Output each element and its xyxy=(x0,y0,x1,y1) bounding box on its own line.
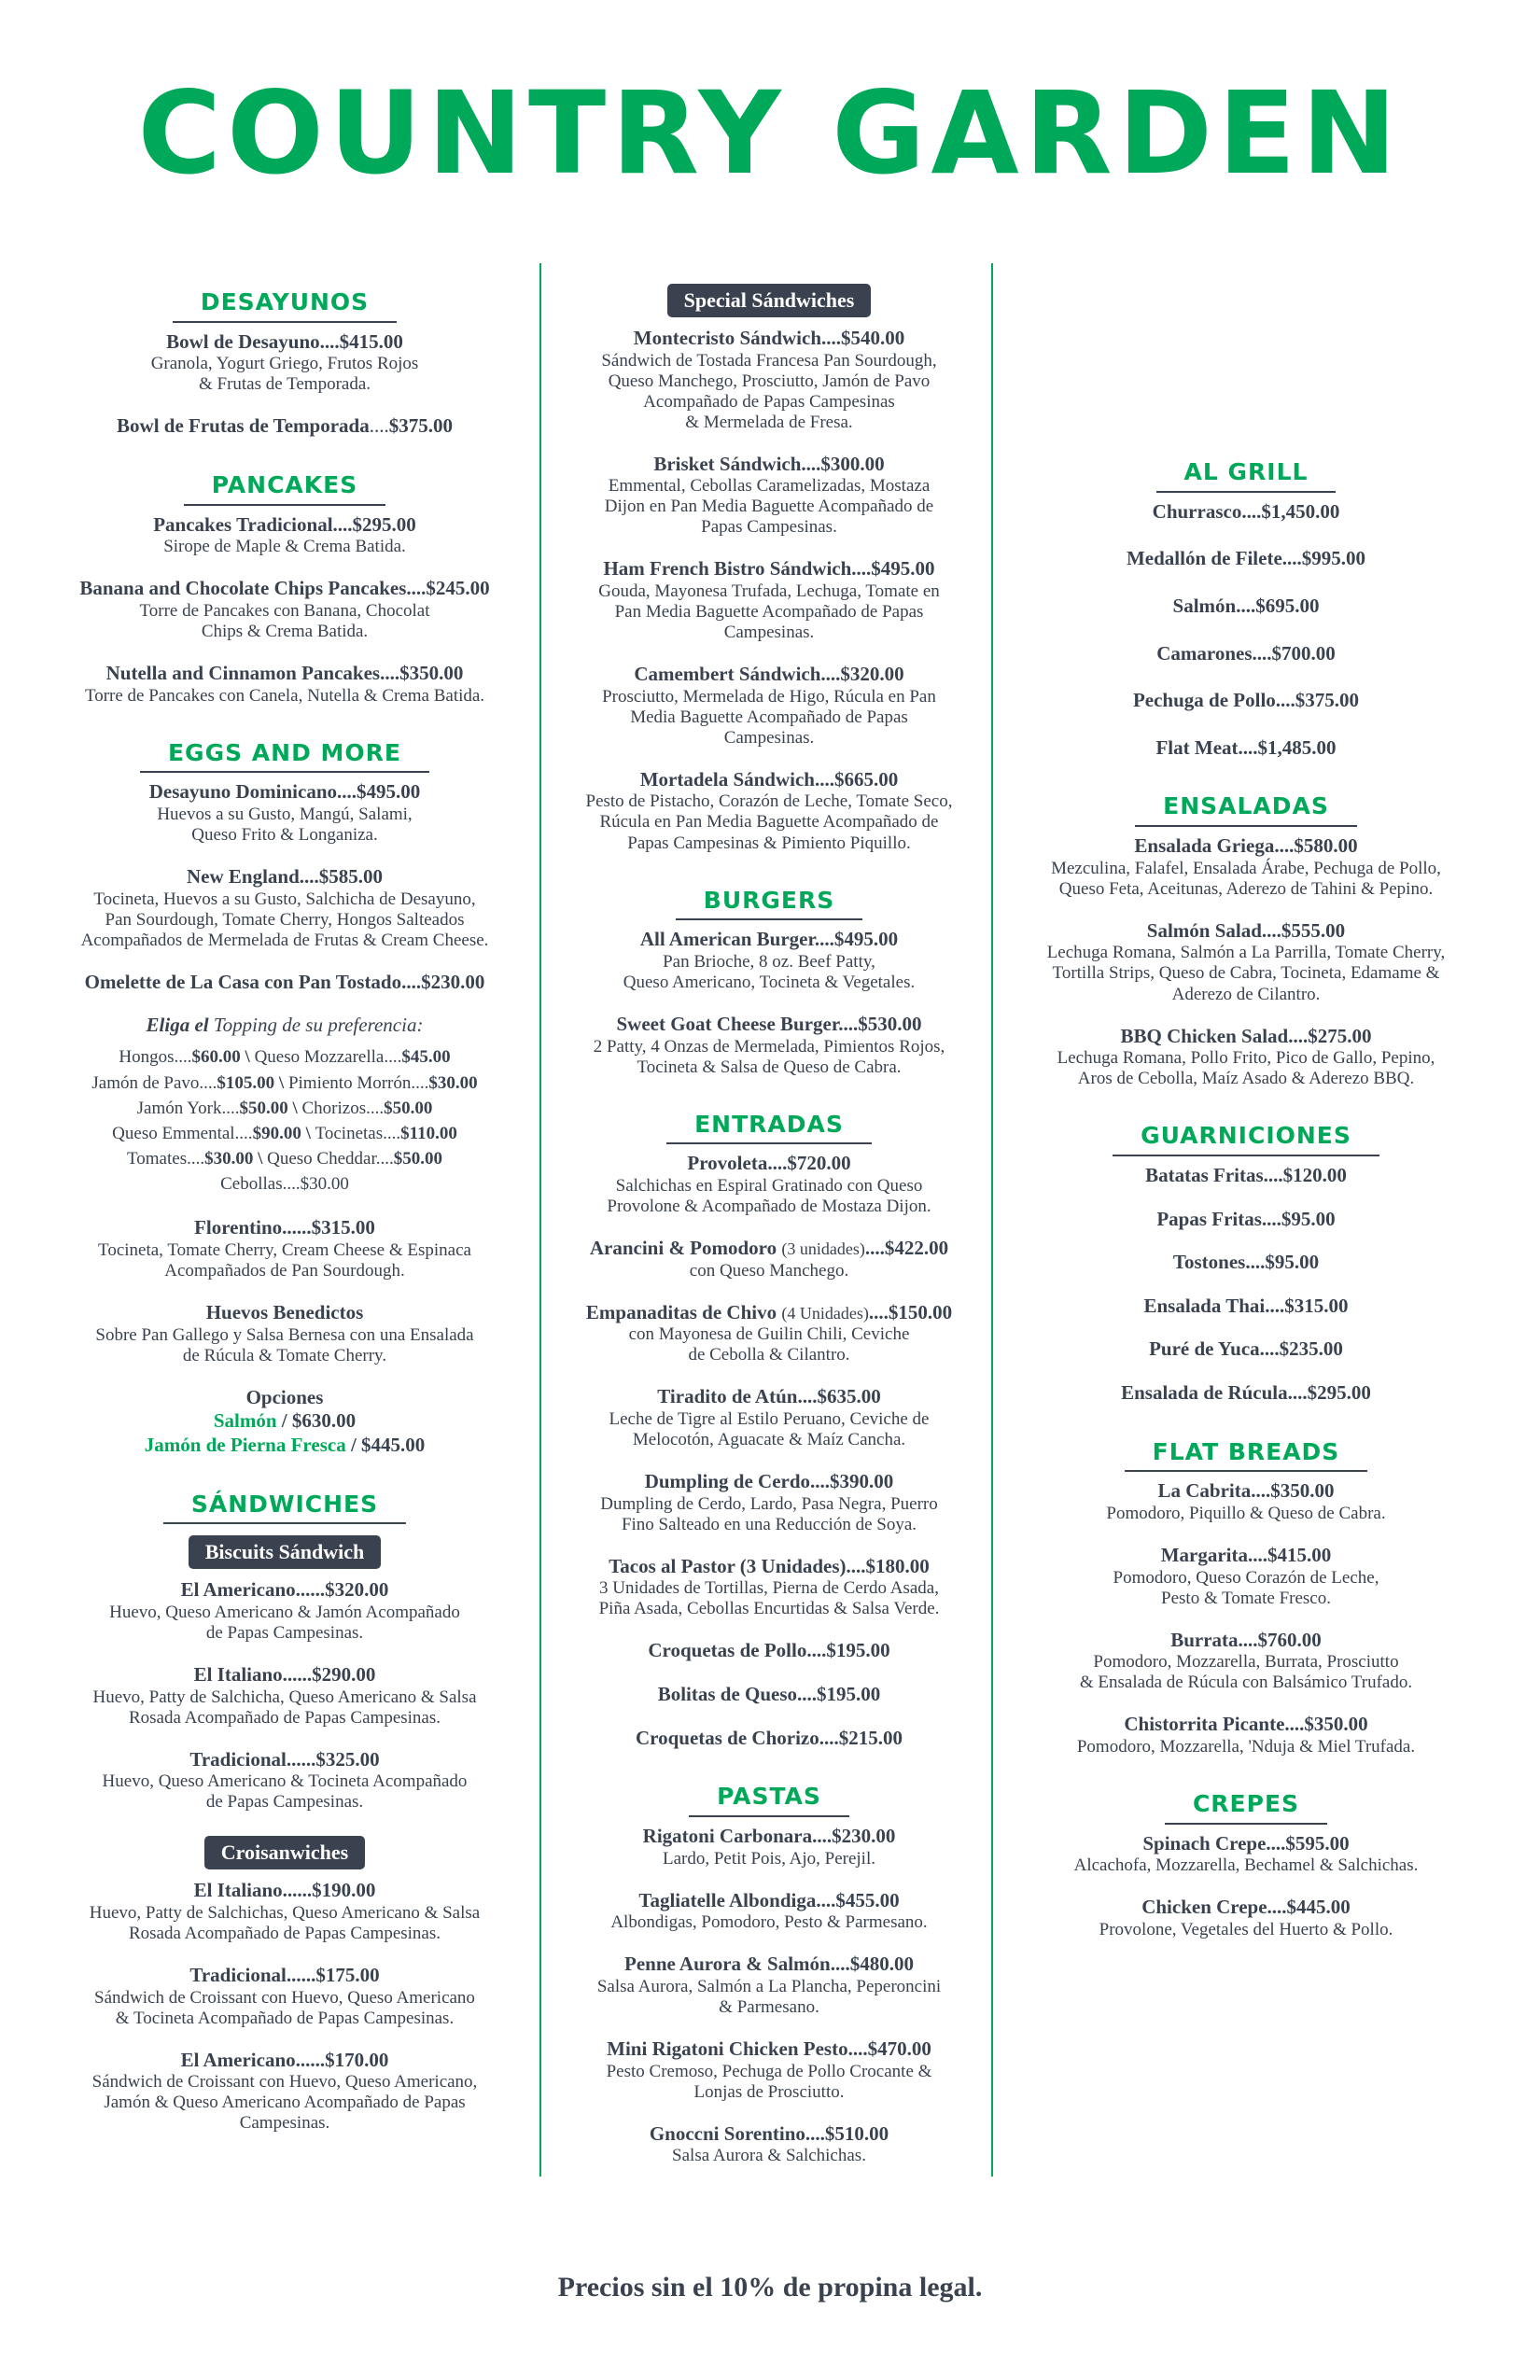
section-heading: ENTRADAS xyxy=(666,1112,872,1145)
item-description: Pesto de Pistacho, Corazón de Leche, Tomate Seco, Rúcula en Pan Media Baguette Acompañado de Papas Campesinas & Pimiento Piquillo. xyxy=(585,791,953,853)
menu-item xyxy=(1013,919,1479,1005)
menu-item xyxy=(560,1727,978,1751)
item-name: Tradicional......$175.00 xyxy=(189,1964,380,1987)
item-description: Emmental, Cebollas Caramelizadas, Mostaza Dijon en Pan Media Baguette Acompañado de Papas Campesinas. xyxy=(604,476,934,538)
item-description: Pomodoro, Piquillo & Queso de Cabra. xyxy=(1106,1503,1386,1523)
item-name: El Italiano......$190.00 xyxy=(193,1879,376,1902)
item-name: Tacos al Pastor (3 Unidades)....$180.00 xyxy=(609,1554,930,1577)
menu-item xyxy=(560,453,978,539)
item-name: New England....$585.00 xyxy=(186,865,384,889)
item-name: Nutella and Cinnamon Pancakes....$350.00 xyxy=(105,662,464,685)
menu-item xyxy=(1013,1896,1479,1940)
footer-note: Precios sin el 10% de propina legal. xyxy=(557,2272,983,2303)
column-divider-left xyxy=(539,263,541,2177)
item-name: Montecristo Sándwich....$540.00 xyxy=(633,327,905,349)
item-name: Ensalada Griega....$580.00 xyxy=(1134,834,1358,858)
menu-item xyxy=(560,1013,978,1078)
menu-item: Empanaditas de Chivo (4 Unidades)....$150.00 con Mayonesa de Guilin Chili, Ceviche de Cebolla & Cilantro. xyxy=(585,1300,953,1365)
item-name: Croquetas de Chorizo....$215.00 xyxy=(635,1726,903,1749)
menu-item xyxy=(1013,1025,1479,1090)
menu-item xyxy=(560,1470,978,1535)
item-name: Papas Fritas....$95.00 xyxy=(1156,1207,1336,1230)
menu-column-1 xyxy=(51,280,518,2158)
menu-item: Provoleta....$720.00 Salchichas en Espiral Gratinado con Queso Provolone & Acompañado de Mostaza Dijon. xyxy=(607,1152,931,1217)
menu-item xyxy=(560,663,978,749)
menu-item xyxy=(560,1555,978,1620)
item-name: Chicken Crepe....$445.00 xyxy=(1141,1896,1351,1919)
menu-item xyxy=(1013,736,1479,761)
item-description: Huevo, Patty de Salchicha, Queso Americano & Salsa Rosada Acompañado de Papas Campesinas. xyxy=(92,1687,477,1728)
item-name: Bowl de Desayuno....$415.00 xyxy=(166,329,403,353)
menu-item xyxy=(51,577,518,642)
menu-item xyxy=(51,780,518,846)
item-description: Torre de Pancakes con Banana, Chocolat Chips & Crema Batida. xyxy=(139,601,430,642)
section-flat-breads xyxy=(1013,1430,1479,1757)
item-description: 3 Unidades de Tortillas, Pierna de Cerdo Asada, Piña Asada, Cebollas Encurtidas & Salsa Verde. xyxy=(598,1578,940,1619)
item-name: Camembert Sándwich....$320.00 xyxy=(634,663,904,686)
section-heading: GUARNICIONES xyxy=(1113,1123,1379,1156)
item-description: Tocineta, Huevos a su Gusto, Salchicha de Desayuno, Pan Sourdough, Tomate Cherry, Hongos Salteados Acompañados de Mermelada de Frutas & Cream Cheese. xyxy=(80,889,489,950)
menu-item xyxy=(1013,1832,1479,1877)
menu-item xyxy=(51,1964,518,2029)
item-name: Camarones....$700.00 xyxy=(1156,641,1336,665)
item-name: Mortadela Sándwich....$665.00 xyxy=(639,767,899,791)
item-description: Lardo, Petit Pois, Ajo, Perejil. xyxy=(663,1848,875,1869)
item-description: Lechuga Romana, Pollo Frito, Pico de Gallo, Pepino, Aros de Cebolla, Maíz Asado & Aderezo BBQ. xyxy=(1057,1048,1435,1089)
item-description: Huevo, Patty de Salchichas, Queso Americano & Salsa Rosada Acompañado de Papas Campesinas. xyxy=(89,1902,481,1943)
menu-item xyxy=(1013,547,1479,571)
column-divider-right xyxy=(991,263,993,2177)
menu-item xyxy=(51,330,518,396)
menu-item xyxy=(51,513,518,558)
item-name: Puré de Yuca....$235.00 xyxy=(1149,1337,1343,1361)
menu-item xyxy=(560,928,978,993)
menu-item xyxy=(1013,500,1479,525)
item-description: Torre de Pancakes con Canela, Nutella & Crema Batida. xyxy=(84,685,485,706)
section-heading: FLAT BREADS xyxy=(1125,1439,1368,1473)
item-name: Churrasco....$1,450.00 xyxy=(1152,499,1340,523)
menu-item xyxy=(51,1663,518,1729)
section-heading: CREPES xyxy=(1165,1791,1327,1825)
topping-instructions: Eliga el Topping de su preferencia: xyxy=(146,1014,424,1037)
item-name: Chistorrita Picante....$350.00 xyxy=(1124,1713,1368,1736)
item-name: El Americano......$170.00 xyxy=(180,2048,389,2071)
menu-item xyxy=(1013,642,1479,666)
menu-item: Bowl de Frutas de Temporada....$375.00 xyxy=(117,414,453,438)
item-name: Sweet Goat Cheese Burger....$530.00 xyxy=(616,1012,922,1035)
item-name: Margarita....$415.00 xyxy=(1160,1544,1332,1566)
item-description: Sándwich de Croissant con Huevo, Queso Americano, Jamón & Queso Americano Acompañado de Papas Campesinas. xyxy=(91,2072,478,2134)
item-description: Provolone, Vegetales del Huerto & Pollo. xyxy=(1099,1919,1393,1939)
item-name: El Americano......$320.00 xyxy=(180,1578,389,1602)
section-heading: PASTAS xyxy=(689,1784,849,1817)
menu-item xyxy=(1013,834,1479,900)
item-name: Huevos Benedictos xyxy=(205,1301,364,1324)
menu-item xyxy=(1013,1164,1479,1188)
menu-item xyxy=(560,1639,978,1663)
item-name: Tostones....$95.00 xyxy=(1172,1251,1320,1274)
item-description: Tocineta, Tomate Cherry, Cream Cheese & Espinaca Acompañados de Pan Sourdough. xyxy=(98,1240,471,1281)
menu-item xyxy=(560,1683,978,1707)
item-name: All American Burger....$495.00 xyxy=(639,928,899,951)
menu-column-3 xyxy=(1013,280,1479,1965)
item-name: BBQ Chicken Salad....$275.00 xyxy=(1120,1024,1372,1047)
item-name: Gnoccni Sorentino....$510.00 xyxy=(649,2121,889,2145)
item-description: Sándwich de Tostada Francesa Pan Sourdough, Queso Manchego, Prosciutto, Jamón de Pavo Acompañado de Papas Campesinas & Mermelada de Fresa. xyxy=(601,350,937,432)
section-heading: EGGS AND MORE xyxy=(140,740,429,774)
item-name: Salmón....$695.00 xyxy=(1172,594,1320,617)
item-name: Tiradito de Atún....$635.00 xyxy=(657,1385,881,1408)
menu-item xyxy=(560,1953,978,2018)
item-name: El Italiano......$290.00 xyxy=(193,1663,376,1686)
item-description: Pomodoro, Mozzarella, 'Nduja & Miel Trufada. xyxy=(1076,1736,1416,1757)
section-desayunos xyxy=(51,280,518,439)
menu-item xyxy=(1013,595,1479,619)
item-description: Prosciutto, Mermelada de Higo, Rúcula en Pan Media Baguette Acompañado de Papas Campesinas. xyxy=(602,686,936,748)
item-name: Desayuno Dominicano....$495.00 xyxy=(148,780,421,804)
restaurant-title: COUNTRY GARDEN xyxy=(137,67,1403,200)
item-name: Florentino......$315.00 xyxy=(194,1216,375,1239)
section-pancakes xyxy=(51,463,518,707)
section-burgers xyxy=(560,878,978,1078)
opciones-block: Opciones Salmón / $630.00 Jamón de Pierna Fresca / $445.00 xyxy=(144,1385,426,1456)
item-name: Pechuga de Pollo....$375.00 xyxy=(1132,689,1360,712)
menu-item xyxy=(1013,1713,1479,1757)
item-name: Bolitas de Queso....$195.00 xyxy=(657,1683,881,1705)
menu-item xyxy=(1013,1381,1479,1406)
menu-item xyxy=(1013,1479,1479,1524)
item-name: Ham French Bistro Sándwich....$495.00 xyxy=(603,557,935,581)
item-name: Tradicional......$325.00 xyxy=(189,1747,380,1771)
menu-item xyxy=(1013,689,1479,713)
menu-item xyxy=(560,768,978,854)
item-description: Dumpling de Cerdo, Lardo, Pasa Negra, Puerro Fino Salteado en una Reducción de Soya. xyxy=(600,1493,938,1534)
item-name: Flat Meat....$1,485.00 xyxy=(1155,735,1337,759)
item-name: Ensalada de Rúcula....$295.00 xyxy=(1121,1381,1371,1404)
menu-item xyxy=(51,1879,518,1944)
item-description: Salsa Aurora, Salmón a La Plancha, Peperoncini & Parmesano. xyxy=(596,1976,942,2017)
item-description: Pesto Cremoso, Pechuga de Pollo Crocante & Lonjas de Prosciutto. xyxy=(606,2061,932,2102)
item-name: Batatas Fritas....$120.00 xyxy=(1145,1163,1347,1186)
menu-item xyxy=(560,1889,978,1934)
item-description: Lechuga Romana, Salmón a La Parrilla, Tomate Cherry, Tortilla Strips, Queso de Cabra, Tocineta, Edamame & Aderezo de Cilantro. xyxy=(1046,943,1446,1004)
menu-item xyxy=(51,662,518,707)
menu-item xyxy=(51,1301,518,1366)
item-description: 2 Patty, 4 Onzas de Mermelada, Pimientos Rojos, Tocineta & Salsa de Queso de Cabra. xyxy=(593,1036,945,1077)
item-name: La Cabrita....$350.00 xyxy=(1157,1479,1335,1503)
item-name: Brisket Sándwich....$300.00 xyxy=(653,452,885,475)
item-description: Mezculina, Falafel, Ensalada Árabe, Pechuga de Pollo, Queso Feta, Aceitunas, Aderezo de Tahini & Pepino. xyxy=(1051,858,1441,899)
menu-item xyxy=(1013,1337,1479,1362)
item-name: Mini Rigatoni Chicken Pesto....$470.00 xyxy=(607,2037,931,2060)
section-heading: BURGERS xyxy=(676,888,862,921)
item-name: Penne Aurora & Salmón....$480.00 xyxy=(624,1953,914,1976)
item-name: Tagliatelle Albondiga....$455.00 xyxy=(638,1888,900,1911)
item-description: Huevos a su Gusto, Mangú, Salami, Queso Frito & Longaniza. xyxy=(157,805,413,846)
item-description: Leche de Tigre al Estilo Peruano, Ceviche de Melocotón, Aguacate & Maíz Cancha. xyxy=(609,1408,930,1450)
section-ensaladas xyxy=(1013,784,1479,1089)
item-description: Pan Brioche, 8 oz. Beef Patty, Queso Americano, Tocineta & Vegetales. xyxy=(623,951,916,992)
menu-item xyxy=(1013,1295,1479,1319)
section-heading: PANCAKES xyxy=(184,472,385,506)
section-pastas xyxy=(560,1774,978,2166)
menu-item xyxy=(560,327,978,433)
subsection-label-special: Special Sándwiches xyxy=(667,284,872,317)
item-name: Croquetas de Pollo....$195.00 xyxy=(648,1639,890,1662)
menu-item xyxy=(560,557,978,643)
item-name: Omelette de La Casa con Pan Tostado....$230.00 xyxy=(84,970,485,993)
item-name: Banana and Chocolate Chips Pancakes....$245.00 xyxy=(79,577,490,600)
item-description: Gouda, Mayonesa Trufada, Lechuga, Tomate en Pan Media Baguette Acompañado de Papas Campesinas. xyxy=(598,581,940,643)
menu-item xyxy=(560,1825,978,1869)
item-description: Pomodoro, Queso Corazón de Leche, Pesto & Tomate Fresco. xyxy=(1113,1567,1379,1608)
item-name: Medallón de Filete....$995.00 xyxy=(1126,547,1366,570)
item-description: Sobre Pan Gallego y Salsa Bernesa con una Ensalada de Rúcula & Tomate Cherry. xyxy=(95,1324,474,1365)
menu-item xyxy=(51,865,518,951)
item-name: Spinach Crepe....$595.00 xyxy=(1142,1831,1350,1855)
section-sandwiches xyxy=(51,1482,518,2135)
menu-item xyxy=(1013,1208,1479,1232)
menu-item xyxy=(1013,1544,1479,1609)
menu-item xyxy=(51,1748,518,1813)
section-guarniciones xyxy=(1013,1113,1479,1405)
menu-item xyxy=(51,2049,518,2135)
item-name: Salmón Salad....$555.00 xyxy=(1146,918,1346,942)
item-name: Ensalada Thai....$315.00 xyxy=(1143,1294,1349,1317)
section-heading: SÁNDWICHES xyxy=(163,1491,406,1525)
topping-list: Hongos....$60.00 \ Queso Mozzarella....$45.00 Jamón de Pavo....$105.00 \ Pimiento Morrón....$30.00 Jamón York....$50.00 \ Chorizos....$50.00 Queso Emmental....$90.00 \ Tocinetas....$110.00 Tomates....$30.00 \ Queso Cheddar....$50.00 Cebollas....$30.00 xyxy=(91,1047,478,1195)
menu-item xyxy=(560,2037,978,2103)
section-entradas xyxy=(560,1102,978,1751)
item-name: Rigatoni Carbonara....$230.00 xyxy=(642,1824,896,1847)
section-al-grill xyxy=(1013,450,1479,760)
item-description: Sirope de Maple & Crema Batida. xyxy=(163,537,406,557)
item-description: Pomodoro, Mozzarella, Burrata, Prosciutto & Ensalada de Rúcula con Balsámico Trufado. xyxy=(1079,1652,1413,1693)
section-special-sandwiches xyxy=(560,280,978,854)
section-heading: AL GRILL xyxy=(1156,459,1337,493)
menu-item xyxy=(51,1216,518,1281)
item-description: Alcachofa, Mozzarella, Bechamel & Salchichas. xyxy=(1073,1855,1419,1876)
item-description: Granola, Yogurt Griego, Frutos Rojos & Frutas de Temporada. xyxy=(150,354,419,395)
menu-item xyxy=(1013,1629,1479,1694)
item-description: Sándwich de Croissant con Huevo, Queso Americano & Tocineta Acompañado de Papas Campesinas. xyxy=(94,1987,475,2028)
section-crepes xyxy=(1013,1782,1479,1940)
menu-item xyxy=(560,2122,978,2167)
menu-column-2 xyxy=(560,280,978,2191)
section-eggs-and-more xyxy=(51,731,518,1458)
item-description: Albondigas, Pomodoro, Pesto & Parmesano. xyxy=(610,1912,928,1933)
section-heading: DESAYUNOS xyxy=(173,289,397,323)
subsection-label-croisanwiches: Croisanwiches xyxy=(204,1836,366,1869)
section-heading: ENSALADAS xyxy=(1135,793,1357,827)
menu-item xyxy=(51,1578,518,1644)
menu-item xyxy=(1013,1251,1479,1275)
item-description: Salsa Aurora & Salchichas. xyxy=(672,2146,866,2166)
item-description: Huevo, Queso Americano & Tocineta Acompañado de Papas Campesinas. xyxy=(102,1771,468,1813)
item-name: Pancakes Tradicional....$295.00 xyxy=(153,512,416,536)
item-name: Dumpling de Cerdo....$390.00 xyxy=(644,1470,894,1493)
item-description: Huevo, Queso Americano & Jamón Acompañado de Papas Campesinas. xyxy=(109,1602,460,1643)
menu-item xyxy=(51,971,518,995)
menu-item: Arancini & Pomodoro (3 unidades)....$422.00 con Queso Manchego. xyxy=(589,1237,949,1281)
menu-item xyxy=(560,1385,978,1450)
subsection-label-biscuits: Biscuits Sándwich xyxy=(189,1535,382,1569)
item-name: Burrata....$760.00 xyxy=(1170,1628,1322,1651)
